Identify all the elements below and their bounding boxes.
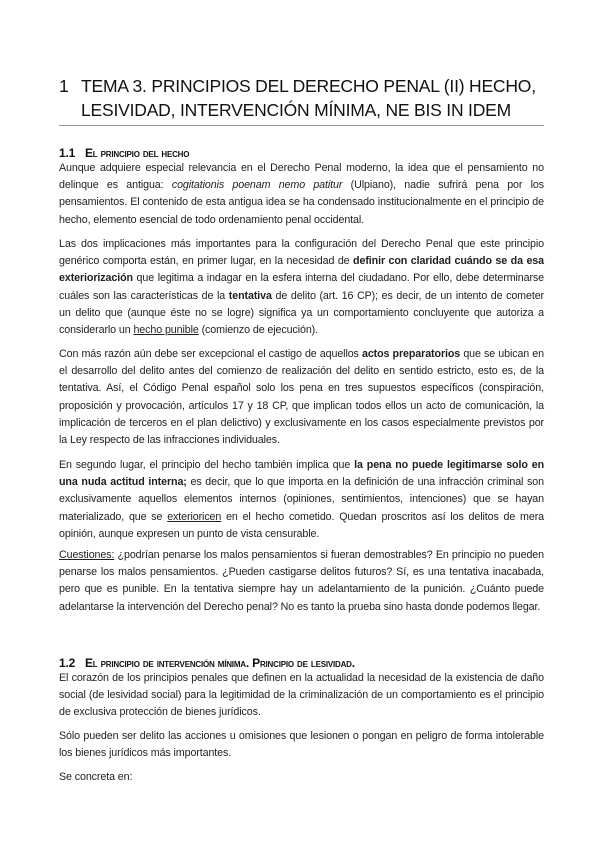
text-run: que se ubican en el desarrollo del delito antes del comienzo de realización del delito en sentido estricto, esto es, de la tentativa. Así, el Código Penal español solo los pena en tres supuestos específicos (conspiración, proposición y provocación, artículos 17 y 18 CP, que implican todos ellos un acto de comunicación, la implicación de terceros en el plan delictivo) y exclusivamente en los casos especialmente previstos por la Ley respecto de las infracciones individuales. — [59, 348, 544, 447]
text-run: Con más razón aún debe ser excepcional el castigo de aquellos — [59, 348, 362, 360]
text-run: Aunque adquiere especial relevancia en el Derecho Penal moderno, la idea que el pensamiento no delinque es antigua: — [59, 162, 544, 192]
text-run: es decir, que lo que importa en la definición de una infracción criminal son exclusivamente aquellos elementos internos (opiniones, sentimientos, intenciones) que se hayan materializado, que se — [59, 476, 544, 523]
underlined-text: exterioricen — [167, 510, 222, 523]
bold-text: tentativa — [228, 289, 272, 302]
section-1-1-paragraph-2 — [59, 236, 544, 339]
section-1-2-title: El principio de intervención mínima. Principio de lesividad. — [85, 656, 355, 670]
section-1-2-paragraph-2: Sólo pueden ser delito las acciones u omisiones que lesionen o pongan en peligro de forma intolerable los bienes jurídicos más importantes. — [59, 730, 544, 760]
section-1-1-paragraph-4 — [59, 457, 544, 543]
text-run: (Ulpiano), nadie sufrirá pena por los pensamientos. El contenido de esta antigua idea se ha condensado institucionalmente en el principio de hecho, elemento esencial de todo ordenamiento penal occidental. — [59, 179, 544, 226]
text-run: ¿podrían penarse los malos pensamientos si fueran demostrables? En principio no pueden penarse los malos pensamientos. ¿Pueden castigarse delitos futuros? Sí, es una tentativa inacabada, pero que es punible. En la tentativa siempre hay un adelantamiento de la punición. ¿Cuánto puede adelantarse la intervención del Derecho penal? No es tanto la prueba sino hasta donde podemos llegar. — [59, 549, 544, 613]
heading-1 — [59, 74, 544, 122]
cuestiones-label: Cuestiones: — [59, 549, 115, 561]
bold-text: la pena no puede legitimarse solo en una nuda actitud interna; — [59, 459, 544, 489]
bold-text: definir con claridad cuándo se da esa exteriorización — [59, 255, 544, 285]
bold-text: actos preparatorios — [361, 348, 461, 360]
section-1-1-heading — [59, 146, 189, 160]
heading-1-number: 1 — [59, 76, 69, 96]
text-run: Las dos implicaciones más importantes para la configuración del Derecho Penal que este principio genérico comporta están, en primer lugar, en la necesidad de — [59, 238, 544, 268]
text-run: de delito (art. 16 CP); es decir, de un intento de cometer un delito que (aunque éste no se logre) significa ya un comportamiento concluyente que autoriza a considerarlo un — [59, 289, 544, 337]
section-1-2-paragraph-3: Se concreta en: — [59, 771, 133, 783]
latin-quote: cogitationis poenam nemo patitur — [171, 179, 343, 192]
section-1-1-paragraph-1 — [59, 160, 544, 229]
section-1-1-paragraph-5 — [59, 547, 544, 616]
section-1-2-paragraph-1: El corazón de los principios penales que definen en la actualidad la necesidad de la existencia de daño social (de lesividad social) para la legitimidad de la criminalización de un comportamiento es el principio de exclusiva protección de bienes jurídicos. — [59, 672, 544, 719]
text-run: que legitima a indagar en la esfera interna del ciudadano. Por ello, debe determinarse cuáles son las características de la — [59, 272, 544, 302]
section-1-2-heading — [59, 656, 355, 670]
text-run: en el hecho cometido. Quedan proscritos así los delitos de mera opinión, aunque expresen un punto de vista censurable. — [59, 510, 544, 540]
section-1-1-title: El principio del hecho — [85, 146, 190, 160]
underlined-text: hecho punible — [133, 324, 199, 337]
section-1-2-number: 1.2 — [59, 656, 76, 670]
text-run: En segundo lugar, el principio del hecho también implica que — [59, 459, 355, 471]
heading-1-text: TEMA 3. PRINCIPIOS DEL DERECHO PENAL (II) HECHO, LESIVIDAD, INTERVENCIÓN MÍNIMA, NE BIS IN IDEM — [81, 76, 536, 120]
heading-divider — [59, 125, 544, 126]
text-run: (comienzo de ejecución). — [198, 324, 318, 337]
section-1-1-number: 1.1 — [59, 146, 76, 160]
section-1-1-paragraph-3 — [59, 346, 544, 449]
